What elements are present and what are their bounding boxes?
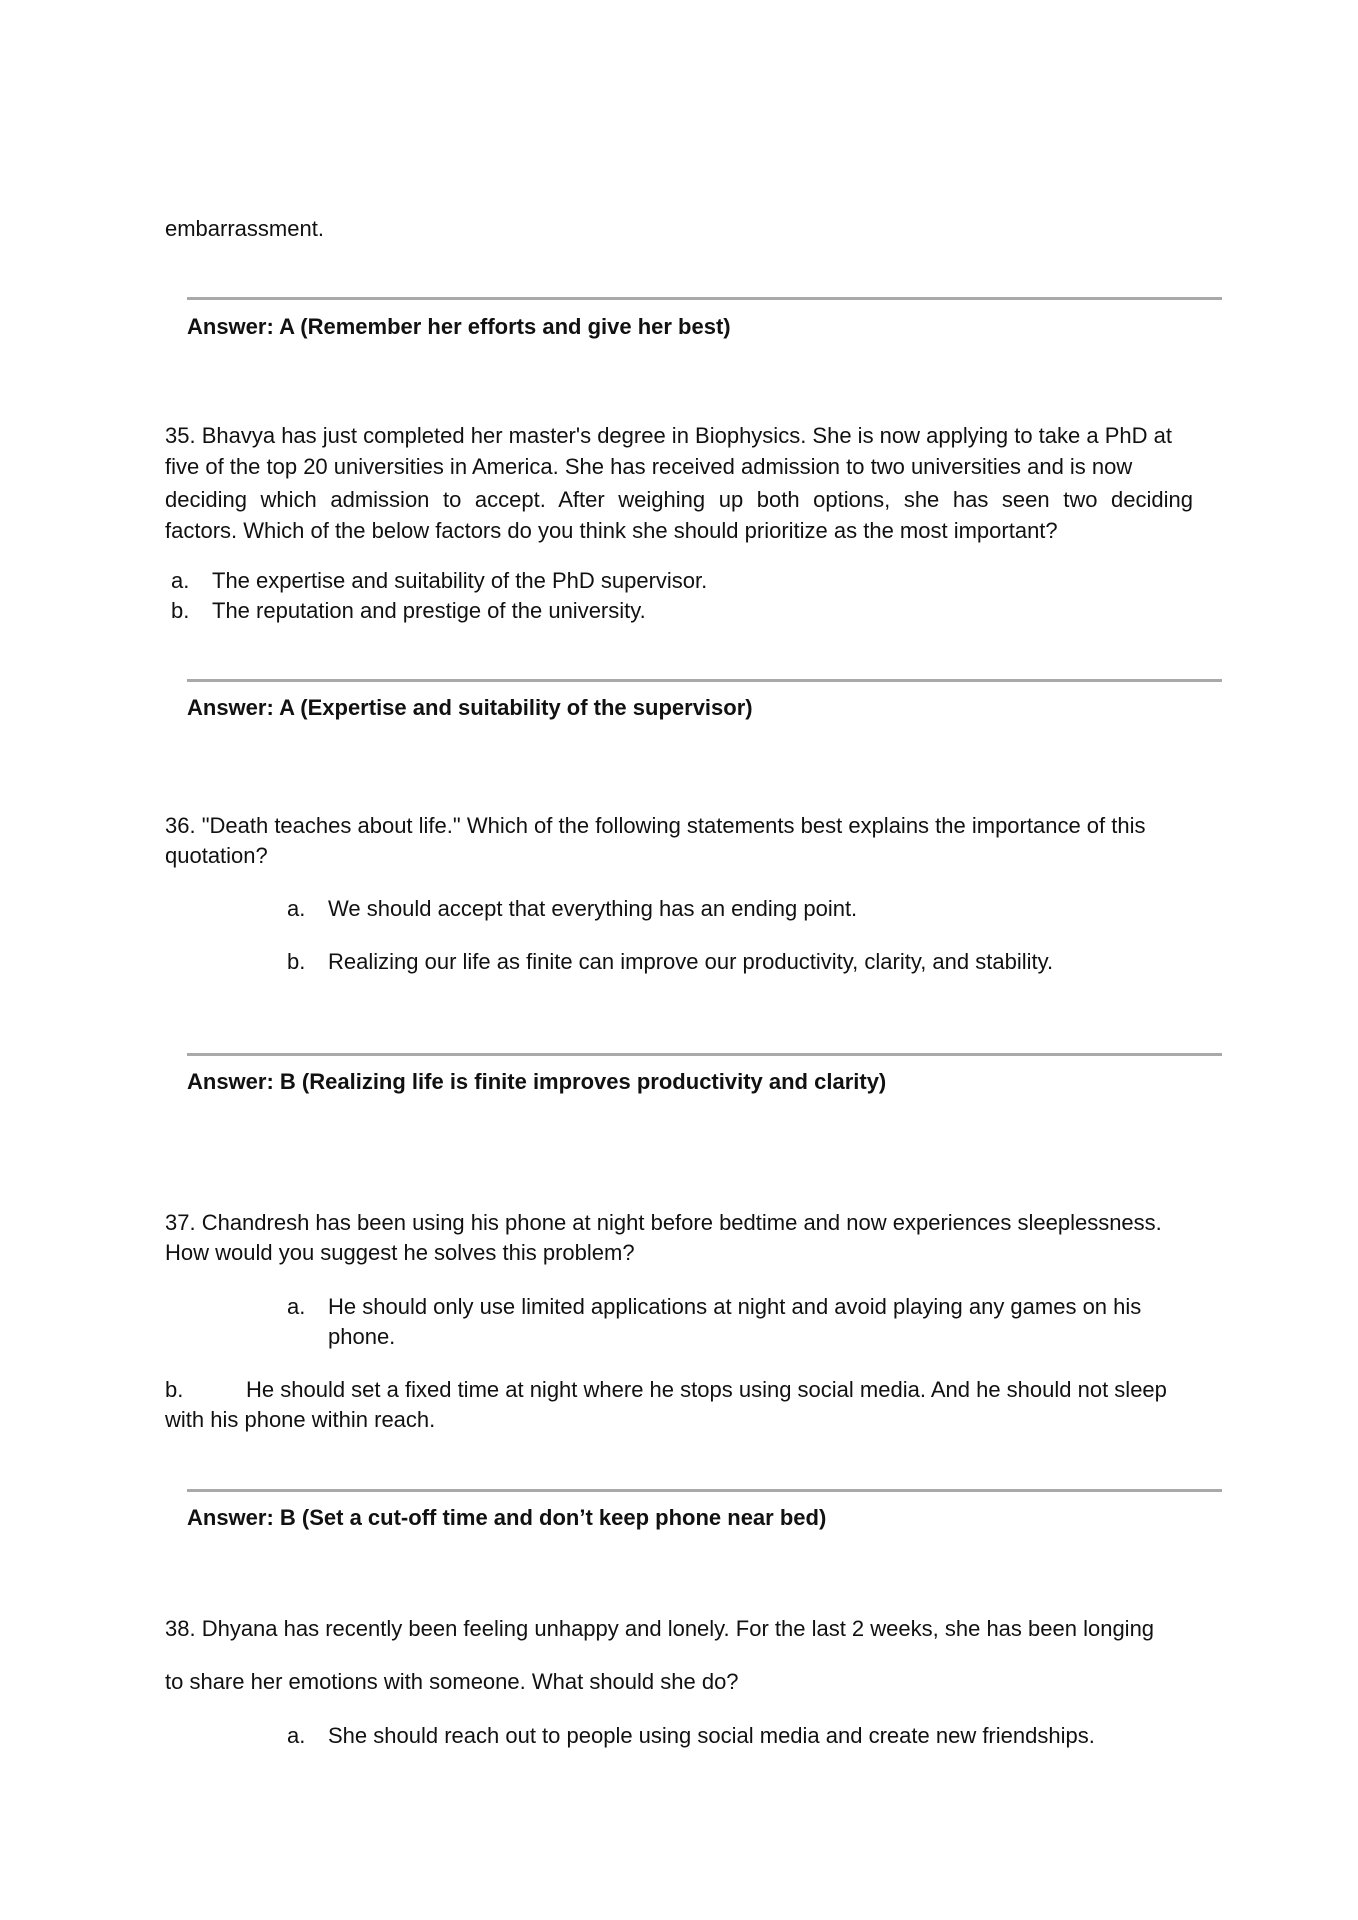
option-text: He should only use limited applications at night and avoid playing any games on his xyxy=(328,1294,1142,1319)
answer-37: Answer: B (Set a cut-off time and don’t keep phone near bed) xyxy=(187,1505,827,1530)
answer-divider xyxy=(187,679,1222,682)
question-35-line: five of the top 20 universities in America. She has received admission to two universities and is now xyxy=(165,453,1133,479)
option-marker: a. xyxy=(287,896,306,921)
answer-34: Answer: A (Remember her efforts and give her best) xyxy=(187,314,731,339)
question-37-line: 37. Chandresh has been using his phone at night before bedtime and now experiences sleeplessness. xyxy=(165,1210,1162,1235)
answer-35: Answer: A (Expertise and suitability of the supervisor) xyxy=(187,695,753,720)
question-35-line: deciding which admission to accept. After weighing up both options, she has seen two deciding xyxy=(165,487,1193,512)
question-36-line: quotation? xyxy=(165,843,268,868)
answer-divider xyxy=(187,297,1222,300)
question-38-line: 38. Dhyana has recently been feeling unhappy and lonely. For the last 2 weeks, she has been longing xyxy=(165,1616,1155,1641)
option-marker: a. xyxy=(171,568,190,593)
option-marker: a. xyxy=(287,1723,306,1748)
question-35-line: factors. Which of the below factors do you think she should prioritize as the most important? xyxy=(165,517,1058,543)
question-35 xyxy=(165,421,1193,546)
option-text: We should accept that everything has an ending point. xyxy=(328,896,858,921)
option-text: Realizing our life as finite can improve our productivity, clarity, and stability. xyxy=(328,949,1054,974)
option-text: The expertise and suitability of the PhD supervisor. xyxy=(212,568,708,593)
option-text: She should reach out to people using social media and create new friendships. xyxy=(328,1723,1095,1748)
option-text: with his phone within reach. xyxy=(165,1407,436,1432)
option-marker: b. xyxy=(165,1377,184,1402)
answer-divider xyxy=(187,1053,1222,1056)
question-37-line: How would you suggest he solves this problem? xyxy=(165,1240,635,1265)
option-marker: b. xyxy=(287,949,306,974)
option-text: He should set a fixed time at night where he stops using social media. And he should not sleep xyxy=(246,1377,1167,1402)
answer-divider xyxy=(187,1489,1222,1492)
option-marker: b. xyxy=(171,598,190,623)
question-35-line: 35. Bhavya has just completed her master's degree in Biophysics. She is now applying to take a PhD at xyxy=(165,423,1172,448)
continuation-text: embarrassment. xyxy=(165,216,324,241)
option-text: The reputation and prestige of the university. xyxy=(212,598,646,623)
question-38-line: to share her emotions with someone. What should she do? xyxy=(165,1669,739,1694)
answer-36: Answer: B (Realizing life is finite improves productivity and clarity) xyxy=(187,1069,887,1094)
option-text: phone. xyxy=(328,1324,396,1349)
question-36-line: 36. "Death teaches about life." Which of the following statements best explains the importance of this xyxy=(165,813,1146,838)
option-marker: a. xyxy=(287,1294,306,1319)
